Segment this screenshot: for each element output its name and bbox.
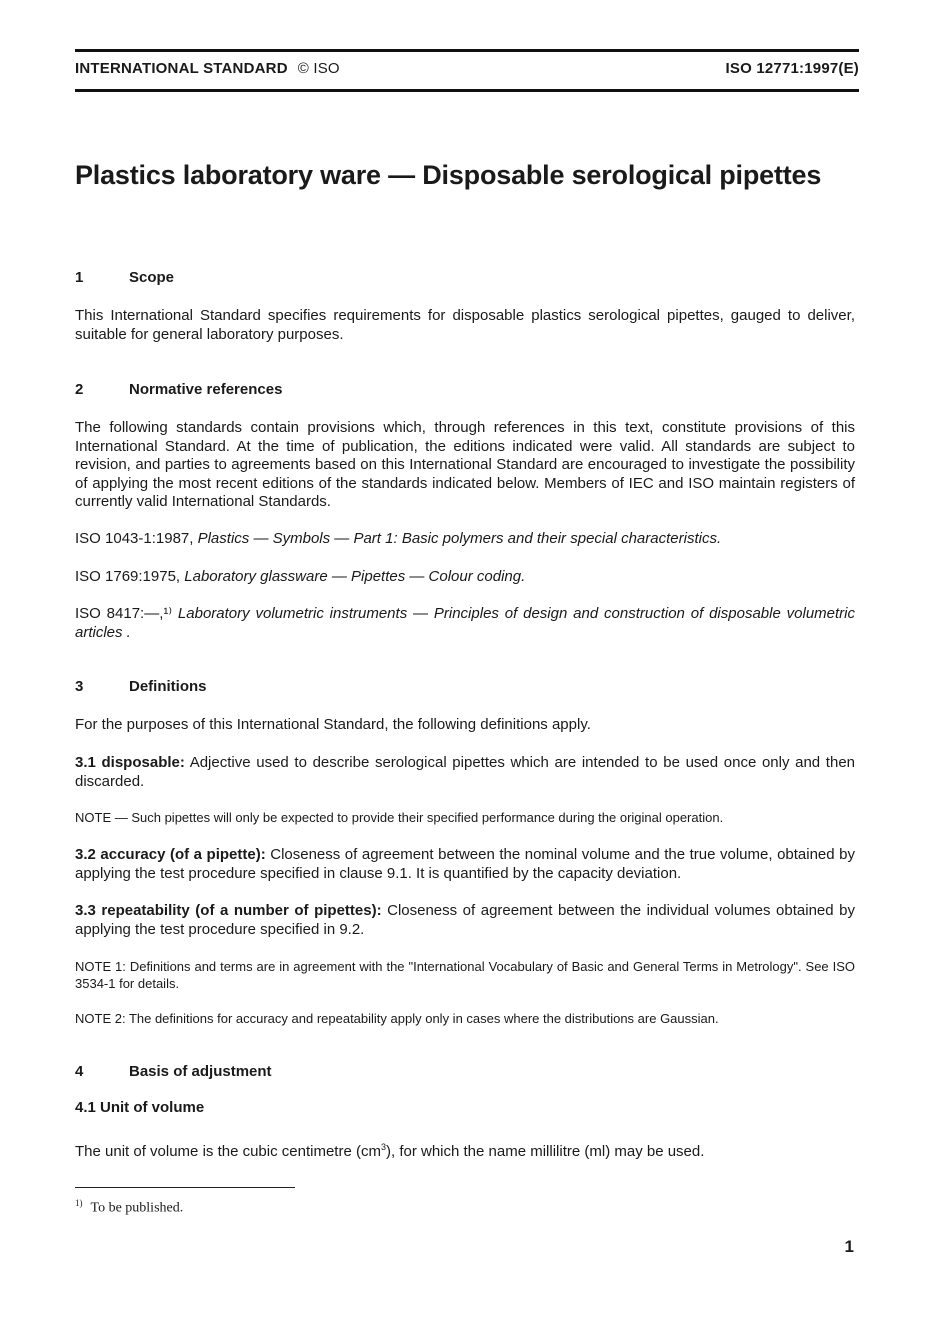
section-title: Scope — [129, 269, 175, 286]
reference-item — [75, 568, 855, 587]
definition-text: Adjective used to describe serological pipettes which are intended to be used once only and then discarded. — [75, 754, 856, 790]
header-left — [75, 60, 340, 77]
header-standard-label: INTERNATIONAL STANDARD — [75, 60, 288, 77]
definition-note: NOTE 2: The definitions for accuracy and repeatability apply only in cases where the distributions are Gaussian. — [75, 1011, 719, 1026]
footnote-mark: 1) — [75, 1198, 83, 1208]
definition-term: 3.2 accuracy (of a pipette): — [75, 846, 266, 863]
header-rule-top — [75, 49, 859, 52]
unit-of-volume-paragraph — [75, 1138, 855, 1162]
section-title: Basis of adjustment — [129, 1063, 272, 1080]
section-title: Definitions — [129, 678, 207, 695]
reference-item — [75, 530, 855, 549]
definitions-intro: For the purposes of this International Standard, the following definitions apply. — [75, 716, 591, 733]
definition-text: Closeness of agreement between the nominal volume and the true volume, obtained by applying the test procedure specified in clause 9.1. It is quantified by the capacity deviation. — [75, 846, 855, 882]
unit-superscript: 3 — [380, 1142, 386, 1152]
footnote-rule — [75, 1187, 295, 1188]
section-number: 4 — [75, 1063, 84, 1080]
reference-title: Laboratory glassware — Pipettes — Colour coding. — [184, 568, 526, 585]
section-title: Normative references — [129, 381, 283, 398]
header-doc-id: ISO 12771:1997(E) — [725, 60, 859, 77]
reference-title: Plastics — Symbols — Part 1: Basic polymers and their special characteristics. — [197, 530, 722, 547]
reference-item — [75, 605, 855, 642]
section-3-heading — [75, 678, 207, 695]
section-number: 1 — [75, 269, 84, 286]
section-1-heading — [75, 269, 174, 286]
definition-term: 3.1 disposable: — [75, 754, 185, 771]
unit-text: ), for which the name millilitre (ml) may be used. — [385, 1143, 705, 1160]
reference-title: Laboratory volumetric instruments — Principles of design and construction of disposable volumetric articles . — [75, 605, 855, 641]
reference-code: ISO 1769:1975, — [75, 568, 181, 585]
footnote-text: To be published. — [90, 1200, 184, 1216]
scope-paragraph: This International Standard specifies requirements for disposable plastics serological pipettes, gauged to deliver, suitable for general laboratory purposes. — [75, 307, 855, 343]
definition-accuracy — [75, 846, 855, 883]
section-4-heading — [75, 1063, 272, 1080]
definition-note: NOTE — Such pipettes will only be expected to provide their specified performance during the original operation. — [75, 810, 724, 825]
definition-text: Closeness of agreement between the individual volumes obtained by applying the test procedure specified in 9.2. — [75, 902, 855, 938]
subsection-4-1-heading: 4.1 Unit of volume — [75, 1099, 205, 1116]
section-number: 2 — [75, 381, 84, 398]
section-number: 3 — [75, 678, 84, 695]
unit-text: The unit of volume is the cubic centimetre (cm — [75, 1143, 381, 1160]
normative-paragraph: The following standards contain provisions which, through references in this text, constitute provisions of this International Standard. At the time of publication, the editions indicated were valid. All standards are subject to revision, and parties to agreements based on this International Standard are encouraged to investigate the possibility of applying the most recent editions of the standards indicated below. Members of IEC and ISO maintain registers of currently valid International Standards. — [75, 419, 855, 510]
header-rule-bottom — [75, 89, 859, 92]
reference-code: ISO 1043-1:1987, — [75, 530, 194, 547]
footnote — [75, 1198, 183, 1217]
reference-code: ISO 8417:—,¹⁾ — [75, 605, 173, 622]
document-title: Plastics laboratory ware — Disposable serological pipettes — [75, 160, 822, 190]
definition-note: NOTE 1: Definitions and terms are in agreement with the "International Vocabulary of Basic and General Terms in Metrology". See ISO 3534-1 for details. — [75, 959, 855, 991]
page-number: 1 — [844, 1237, 854, 1256]
header-copyright: © ISO — [297, 60, 340, 77]
definition-term: 3.3 repeatability (of a number of pipettes): — [75, 902, 382, 919]
definition-repeatability — [75, 902, 855, 939]
definition-disposable — [75, 754, 855, 791]
section-2-heading — [75, 381, 282, 398]
